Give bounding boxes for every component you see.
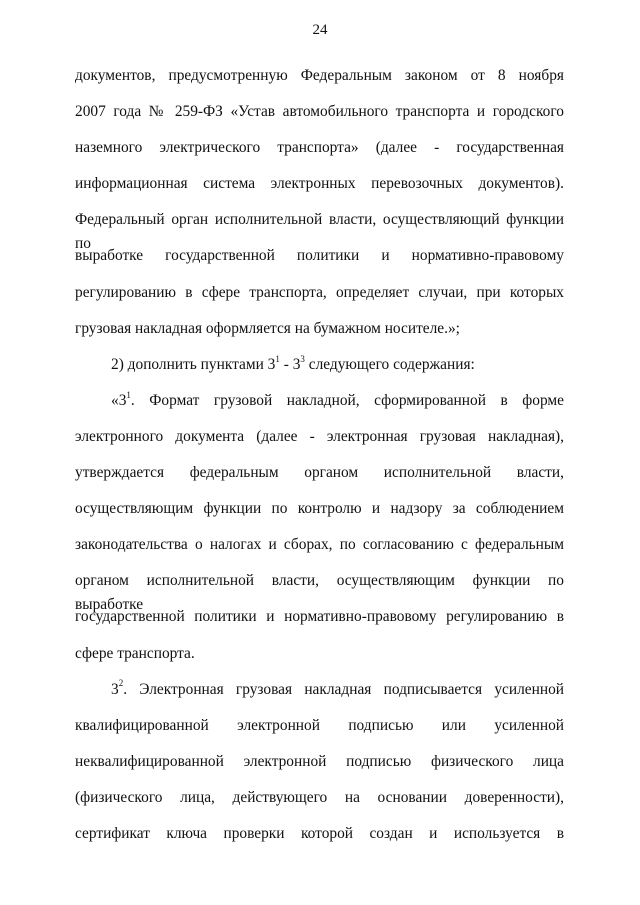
clause-3-2-heading [75, 678, 564, 714]
text-run: следующего содержания: [304, 355, 475, 373]
text-run: . Формат грузовой накладной, сформированной в форме [130, 391, 564, 409]
text-line: наземного электрического транспорта» (далее - государственная [75, 139, 564, 157]
text-line: информационная система электронных перевозочных документов). [75, 175, 564, 193]
text-line: государственной политики и нормативно-правовому регулированию в [75, 608, 564, 626]
text-run: 3 [111, 680, 119, 698]
text-line: Федеральный орган исполнительной власти, осуществляющий функции по [75, 211, 564, 253]
text-line: осуществляющим функции по контролю и надзору за соблюдением [75, 500, 564, 518]
text-line: органом исполнительной власти, осуществляющим функции по выработке [75, 572, 564, 614]
text-line: 2007 года № 259-ФЗ «Устав автомобильного транспорта и городского [75, 103, 564, 121]
text-line: квалифицированной электронной подписью или усиленной [75, 716, 564, 734]
superscript: 1 [126, 389, 131, 400]
text-line: регулированию в сфере транспорта, определяет случаи, при которых [75, 283, 564, 301]
text-line: законодательства о налогах и сборах, по согласованию с федеральным [75, 536, 564, 554]
superscript: 3 [300, 353, 305, 364]
text-line: (физического лица, действующего на основании доверенности), [75, 788, 564, 806]
text-line: выработке государственной политики и нормативно-правовому [75, 247, 564, 265]
text-run: 2) дополнить пунктами 3 [111, 355, 276, 373]
amendment-item-2 [75, 353, 564, 389]
text-line: сертификат ключа проверки которой создан и используется в [75, 824, 564, 842]
text-run: - 3 [279, 355, 301, 373]
superscript: 1 [275, 353, 280, 364]
text-line: неквалифицированной электронной подписью физического лица [75, 752, 564, 770]
text-line: документов, предусмотренную Федеральным законом от 8 ноября [75, 67, 564, 84]
text-line: грузовая накладная оформляется на бумажном носителе.»; [75, 319, 460, 337]
text-run: «3 [111, 391, 127, 409]
text-line: сфере транспорта. [75, 644, 195, 662]
text-line: утверждается федеральным органом исполнительной власти, [75, 464, 564, 482]
page-number: 24 [312, 22, 328, 38]
text-run: . Электронная грузовая накладная подписывается усиленной [123, 680, 564, 698]
text-line: электронного документа (далее - электронная грузовая накладная), [75, 427, 564, 445]
superscript: 2 [118, 678, 124, 689]
document-body [75, 64, 564, 858]
clause-3-1-heading [75, 389, 564, 425]
